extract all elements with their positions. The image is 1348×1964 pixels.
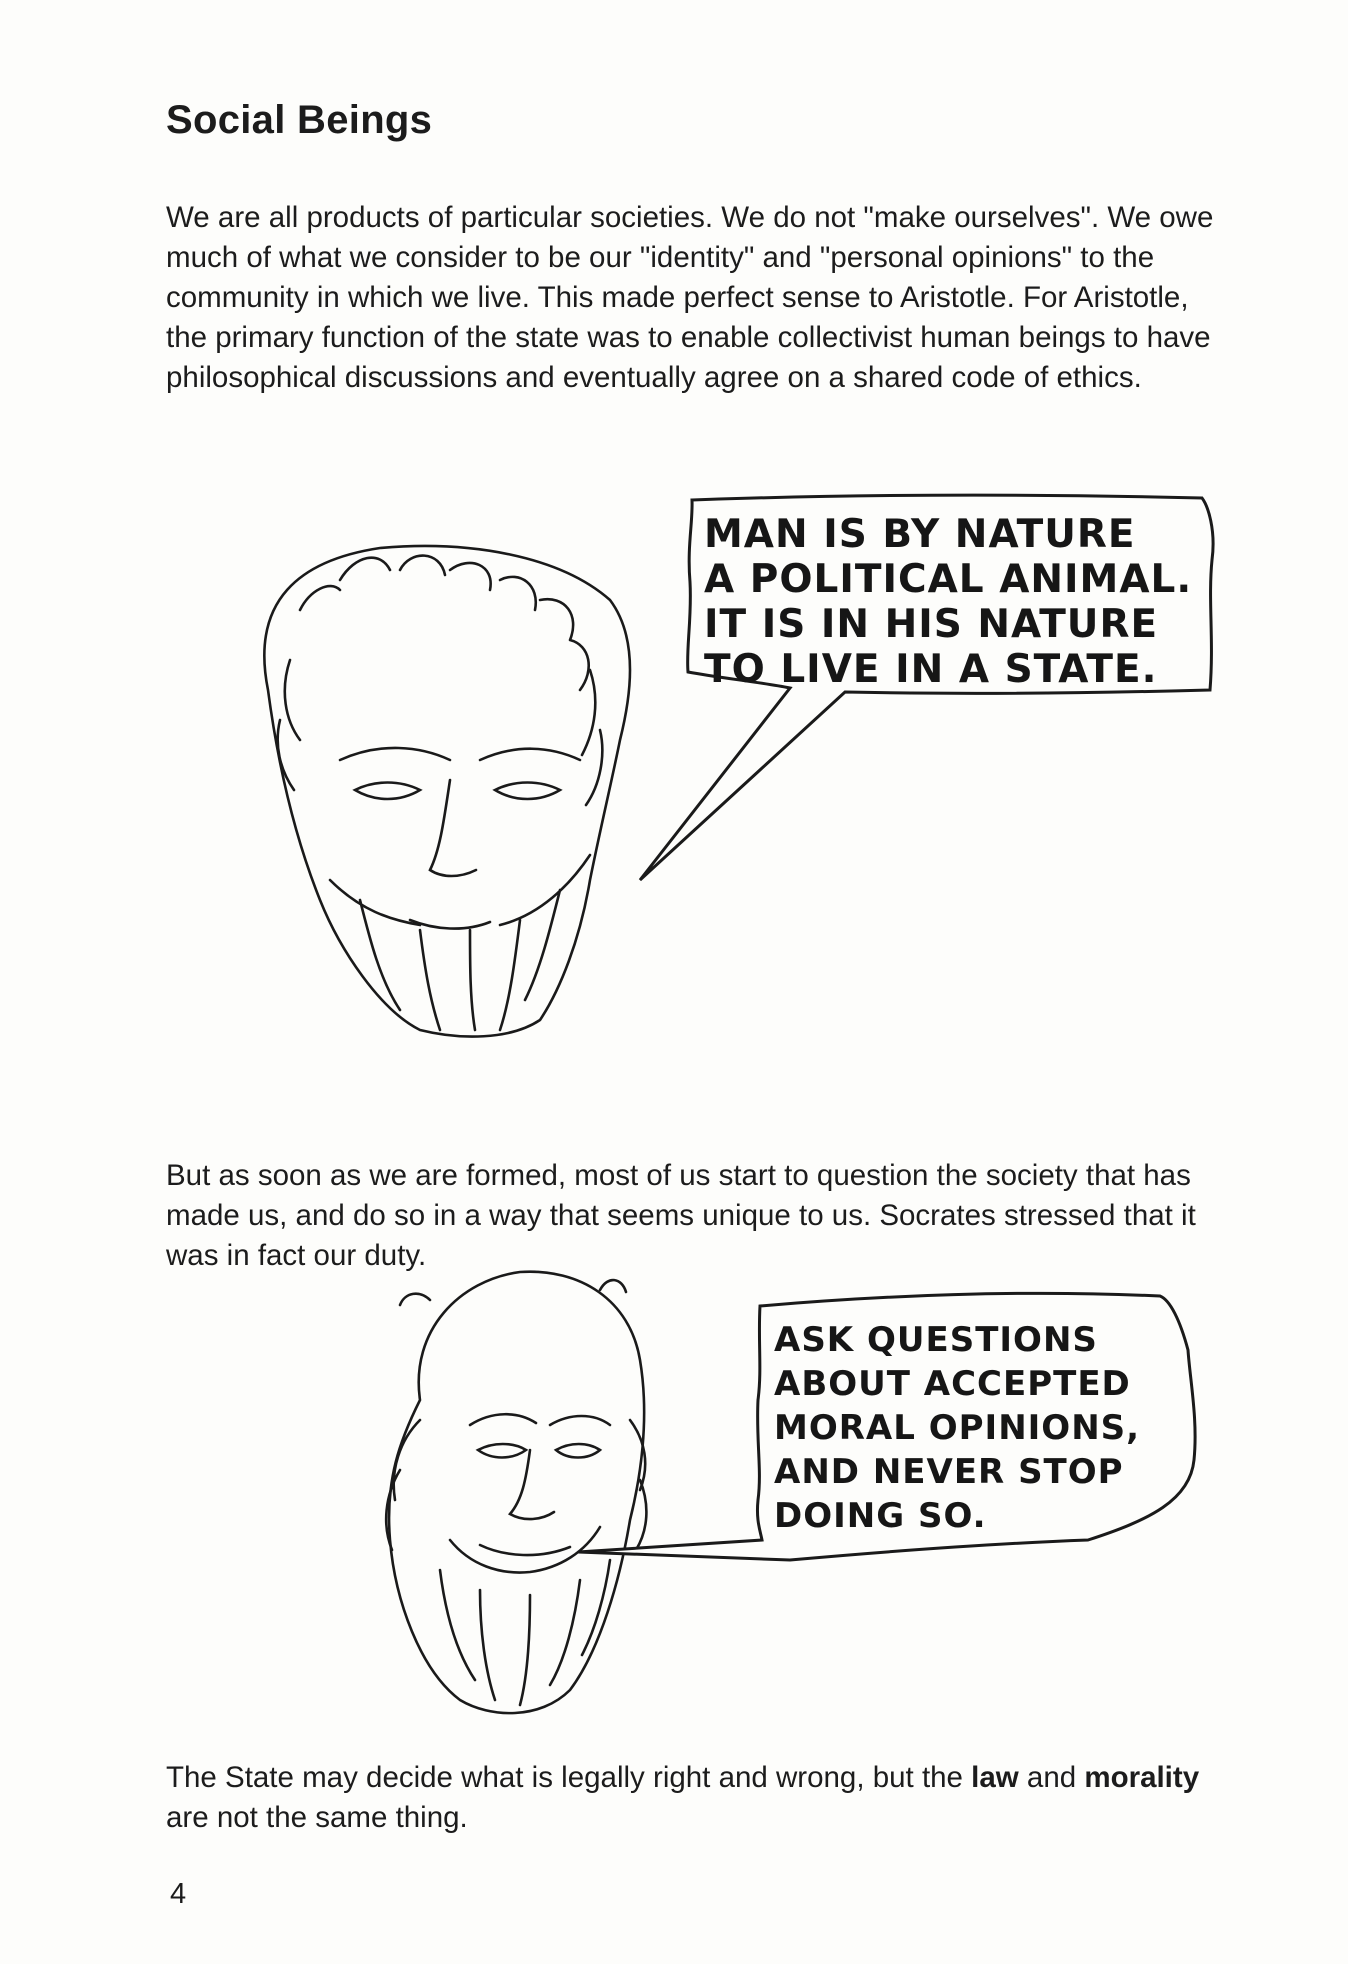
paragraph-intro: We are all products of particular societies. We do not "make ourselves". We owe much of what we consider to be our "identity" and "personal opinions" to the community in which we live. This made perfect sense to Aristotle. For Aristotle, the primary function of the state was to enable collectivist human beings to have philosophical discussions and eventually agree on a shared code of ethics. [166,201,1214,394]
page-title: Social Beings [166,98,433,142]
text-run: and [1018,1761,1085,1794]
page-number: 4 [170,1878,187,1910]
socrates-illustration [386,1272,646,1713]
text-run: The State may decide what is legally right and wrong, but the [166,1761,972,1794]
paragraph-law-morality [166,1758,1226,1838]
morality-emphasis: morality [1084,1761,1200,1794]
paragraph-socrates: But as soon as we are formed, most of us start to question the society that has made us, and do so in a way that seems unique to us. Socrates stressed that it was in fact our duty. [166,1159,1196,1272]
aristotle-quote: MAN IS BY NATURE A POLITICAL ANIMAL. IT IS IN HIS NATURE TO LIVE IN A STATE. [704,512,1193,692]
text-run: are not the same thing. [166,1801,468,1834]
aristotle-illustration [264,546,630,1037]
socrates-quote: ASK QUESTIONS ABOUT ACCEPTED MORAL OPINIONS, AND NEVER STOP DOING SO. [774,1320,1141,1536]
law-emphasis: law [971,1761,1019,1794]
